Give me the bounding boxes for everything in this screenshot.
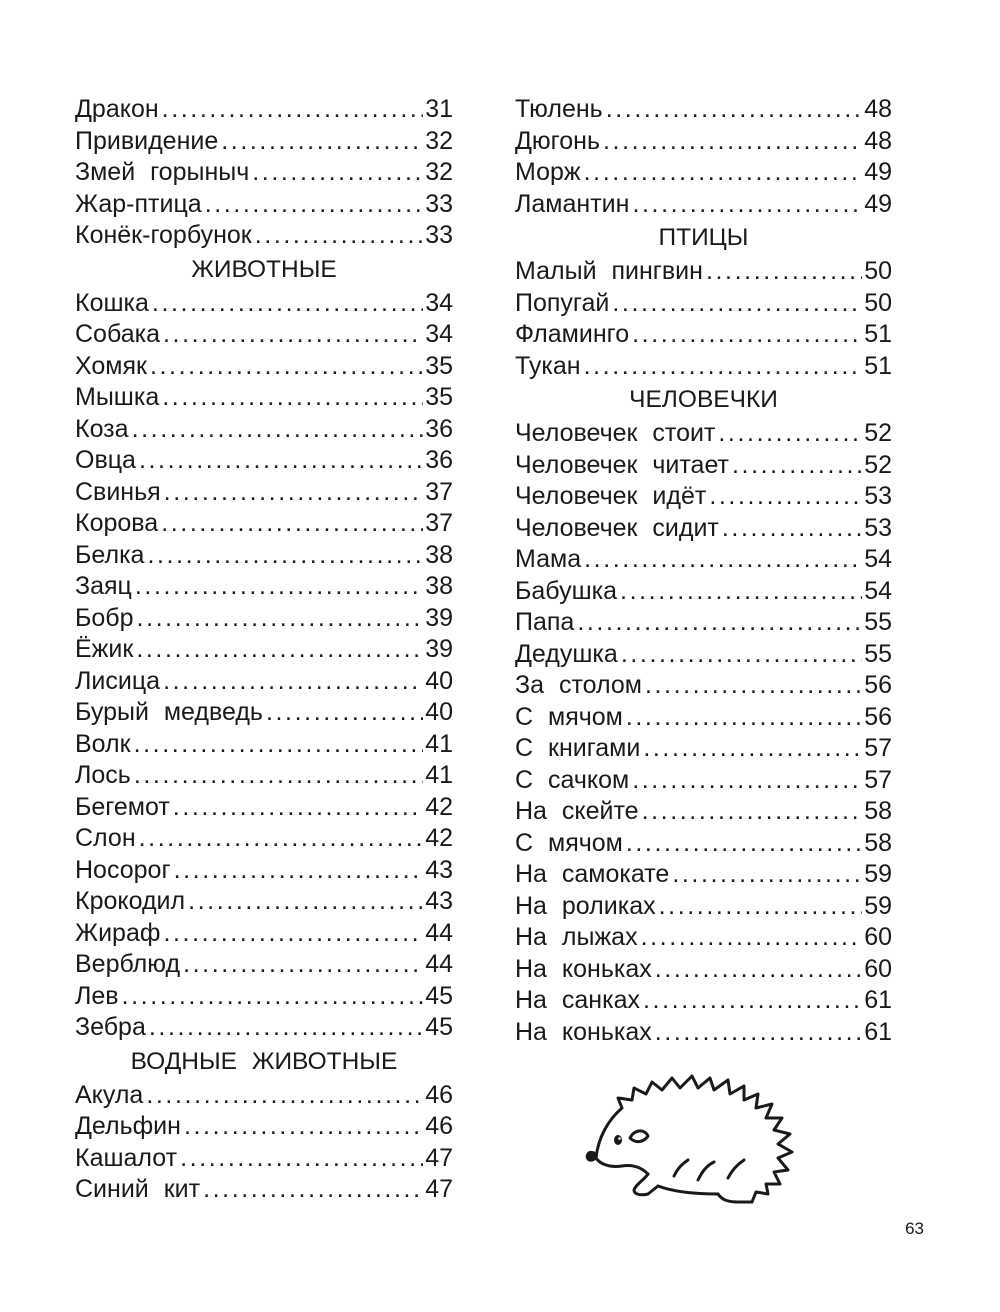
entry-title: Тукан	[515, 351, 581, 380]
toc-entry[interactable]	[75, 981, 453, 1013]
entry-page-number: 47	[425, 1143, 453, 1172]
toc-entry[interactable]	[75, 571, 453, 603]
toc-entry[interactable]	[75, 351, 453, 383]
dot-leader	[632, 189, 862, 221]
toc-entry[interactable]	[75, 414, 453, 446]
entry-page-number: 46	[425, 1080, 453, 1109]
toc-entry[interactable]	[515, 351, 892, 383]
entry-page-number: 60	[864, 923, 892, 951]
entry-page-number: 52	[864, 450, 892, 479]
entry-page-number: 50	[864, 257, 892, 285]
entry-page-number: 37	[425, 509, 453, 537]
toc-column-right	[515, 94, 892, 1048]
entry-page-number: 45	[425, 1013, 453, 1041]
entry-title: С книгами	[515, 734, 641, 762]
toc-entry[interactable]	[75, 1174, 453, 1206]
entry-page-number: 58	[864, 828, 892, 857]
entry-page-number: 55	[864, 639, 892, 668]
dot-leader	[642, 796, 863, 828]
dot-leader	[266, 697, 423, 729]
section-heading: ЖИВОТНЫЕ	[191, 255, 337, 283]
entry-page-number: 38	[425, 572, 453, 600]
toc-entry[interactable]	[515, 418, 892, 450]
entry-page-number: 35	[425, 351, 453, 380]
entry-title: Папа	[515, 608, 575, 636]
entry-page-number: 37	[425, 477, 453, 506]
dot-leader	[612, 288, 862, 320]
toc-entry[interactable]	[515, 985, 892, 1017]
entry-page-number: 31	[425, 95, 453, 123]
entry-page-number: 49	[864, 189, 892, 218]
entry-title: С мячом	[515, 828, 623, 857]
entry-title: Ламантин	[515, 189, 630, 218]
dot-leader	[632, 319, 862, 351]
entry-title: Фламинго	[515, 320, 630, 348]
entry-title: Свинья	[75, 477, 161, 506]
toc-entry[interactable]	[75, 477, 453, 509]
toc-entry[interactable]	[515, 126, 892, 158]
toc-entry[interactable]	[75, 540, 453, 572]
entry-page-number: 57	[864, 734, 892, 762]
dot-leader	[135, 571, 423, 603]
toc-entry[interactable]	[515, 891, 892, 923]
entry-page-number: 32	[425, 158, 453, 186]
toc-entry[interactable]	[75, 1080, 453, 1112]
entry-page-number: 50	[864, 288, 892, 317]
entry-title: Попугай	[515, 288, 610, 317]
entry-page-number: 40	[425, 666, 453, 695]
toc-entry[interactable]	[75, 319, 453, 351]
entry-title: Акула	[75, 1080, 144, 1109]
toc-entry[interactable]	[515, 859, 892, 891]
entry-title: Зебра	[75, 1013, 146, 1041]
toc-entry[interactable]	[515, 189, 892, 221]
entry-page-number: 41	[425, 761, 453, 789]
entry-page-number: 47	[425, 1175, 453, 1203]
entry-page-number: 39	[425, 603, 453, 632]
entry-title: Заяц	[75, 572, 132, 600]
entry-title: Белка	[75, 540, 145, 569]
page-number: 63	[905, 1219, 924, 1238]
dot-leader	[203, 1174, 423, 1206]
dot-leader	[655, 954, 862, 986]
dot-leader	[606, 94, 862, 126]
entry-title: Малый пингвин	[515, 257, 703, 285]
dot-leader	[139, 445, 423, 477]
entry-page-number: 33	[425, 221, 453, 249]
entry-page-number: 35	[425, 383, 453, 411]
entry-page-number: 33	[425, 189, 453, 218]
dot-leader	[632, 765, 862, 797]
toc-entry[interactable]	[75, 126, 453, 158]
toc-entry[interactable]	[75, 220, 453, 252]
entry-page-number: 41	[425, 729, 453, 758]
toc-entry[interactable]	[75, 157, 453, 189]
toc-entry[interactable]	[515, 576, 892, 608]
toc-entry[interactable]	[515, 922, 892, 954]
entry-title: Змей горыныч	[75, 158, 250, 186]
entry-title: Коза	[75, 414, 129, 443]
entry-page-number: 48	[864, 126, 892, 155]
dot-leader	[255, 220, 423, 252]
entry-page-number: 51	[864, 320, 892, 348]
entry-title: На санках	[515, 986, 641, 1014]
dot-leader	[139, 823, 424, 855]
entry-title: Привидение	[75, 126, 219, 155]
entry-page-number: 44	[425, 950, 453, 978]
toc-entry[interactable]	[515, 702, 892, 734]
dot-leader	[643, 985, 862, 1017]
entry-title: Жар-птица	[75, 189, 202, 218]
dot-leader	[174, 855, 424, 887]
dot-leader	[672, 859, 862, 891]
dot-leader	[577, 607, 862, 639]
dot-leader	[722, 513, 862, 545]
dot-leader	[136, 634, 423, 666]
entry-page-number: 39	[425, 635, 453, 663]
entry-title: Собака	[75, 320, 160, 348]
toc-entry[interactable]	[75, 382, 453, 414]
dot-leader	[603, 126, 862, 158]
toc-entry[interactable]	[515, 288, 892, 320]
entry-title: Лисица	[75, 666, 161, 695]
dot-leader	[626, 828, 862, 860]
dot-leader	[162, 94, 424, 126]
entry-page-number: 34	[425, 320, 453, 348]
entry-title: Дюгонь	[515, 126, 600, 155]
toc-entry[interactable]	[75, 792, 453, 824]
entry-title: Крокодил	[75, 887, 186, 915]
entry-page-number: 55	[864, 608, 892, 636]
toc-entry[interactable]	[515, 319, 892, 351]
entry-title: Жираф	[75, 918, 161, 947]
toc-entry[interactable]	[75, 949, 453, 981]
entry-page-number: 32	[425, 126, 453, 155]
entry-title: Лось	[75, 761, 131, 789]
entry-page-number: 42	[425, 792, 453, 821]
toc-entry[interactable]	[515, 733, 892, 765]
entry-page-number: 60	[864, 954, 892, 983]
entry-title: Корова	[75, 509, 159, 537]
toc-entry[interactable]	[515, 765, 892, 797]
entry-title: Слон	[75, 824, 136, 852]
toc-entry[interactable]	[515, 796, 892, 828]
entry-title: Человечек стоит	[515, 419, 716, 447]
toc-entry[interactable]	[75, 288, 453, 320]
dot-leader	[149, 1012, 423, 1044]
toc-entry[interactable]	[75, 666, 453, 698]
dot-leader	[146, 1080, 423, 1112]
hedgehog-icon	[578, 1060, 828, 1210]
entry-title: Лев	[75, 981, 119, 1010]
dot-leader	[706, 256, 862, 288]
dot-leader	[718, 418, 862, 450]
entry-title: Носорог	[75, 855, 171, 884]
dot-leader	[641, 922, 863, 954]
entry-page-number: 56	[864, 702, 892, 731]
entry-title: На самокате	[515, 860, 670, 888]
entry-title: На лыжах	[515, 923, 638, 951]
entry-page-number: 59	[864, 891, 892, 920]
entry-page-number: 56	[864, 671, 892, 699]
entry-title: Дракон	[75, 95, 159, 123]
dot-leader	[221, 126, 423, 158]
entry-title: Ёжик	[75, 635, 134, 663]
section-heading: ВОДНЫЕ ЖИВОТНЫЕ	[130, 1047, 398, 1075]
entry-title: Волк	[75, 729, 131, 758]
entry-page-number: 36	[425, 446, 453, 474]
entry-title: Верблюд	[75, 950, 181, 978]
toc-entry[interactable]	[75, 760, 453, 792]
entry-page-number: 49	[864, 158, 892, 186]
dot-leader	[122, 981, 424, 1013]
entry-title: Человечек идёт	[515, 482, 707, 510]
entry-page-number: 59	[864, 860, 892, 888]
entry-page-number: 61	[864, 1017, 892, 1046]
toc-entry[interactable]	[75, 508, 453, 540]
dot-leader	[584, 544, 862, 576]
dot-leader	[188, 886, 423, 918]
toc-column-left	[75, 94, 453, 1206]
toc-entry[interactable]	[515, 544, 892, 576]
toc-entry[interactable]	[515, 481, 892, 513]
dot-leader	[621, 639, 862, 671]
entry-page-number: 53	[864, 482, 892, 510]
entry-page-number: 52	[864, 419, 892, 447]
toc-entry[interactable]	[75, 729, 453, 761]
toc-entry[interactable]	[75, 603, 453, 635]
dot-leader	[132, 414, 424, 446]
dot-leader	[626, 702, 862, 734]
entry-page-number: 48	[864, 95, 892, 123]
entry-title: Овца	[75, 446, 136, 474]
toc-entry[interactable]	[515, 954, 892, 986]
entry-page-number: 36	[425, 414, 453, 443]
dot-leader	[150, 351, 423, 383]
dot-leader	[163, 666, 423, 698]
toc-entry[interactable]	[515, 639, 892, 671]
dot-leader	[173, 792, 423, 824]
entry-title: На коньках	[515, 954, 652, 983]
dot-leader	[152, 288, 423, 320]
entry-page-number: 61	[864, 986, 892, 1014]
entry-title: Дедушка	[515, 639, 618, 668]
entry-page-number: 42	[425, 824, 453, 852]
entry-title: Дельфин	[75, 1112, 181, 1140]
toc-entry[interactable]	[75, 886, 453, 918]
toc-entry[interactable]	[75, 445, 453, 477]
entry-title: Бегемот	[75, 792, 170, 821]
dot-leader	[732, 450, 862, 482]
entry-title: Бабушка	[515, 576, 618, 605]
dot-leader	[164, 477, 424, 509]
section-heading: ЧЕЛОВЕЧКИ	[629, 386, 778, 413]
entry-title: Мышка	[75, 383, 160, 411]
entry-title: Хомяк	[75, 351, 147, 380]
toc-entry[interactable]	[75, 1143, 453, 1175]
entry-page-number: 43	[425, 887, 453, 915]
entry-title: Мама	[515, 545, 582, 573]
entry-title: Морж	[515, 158, 581, 186]
entry-page-number: 40	[425, 698, 453, 726]
entry-page-number: 45	[425, 981, 453, 1010]
entry-page-number: 51	[864, 351, 892, 380]
entry-title: На роликах	[515, 891, 656, 920]
toc-entry[interactable]	[75, 94, 453, 126]
toc-entry[interactable]	[515, 1017, 892, 1049]
dot-leader	[252, 157, 423, 189]
entry-title: Бурый медведь	[75, 698, 263, 726]
entry-title: С сачком	[515, 765, 630, 794]
dot-leader	[584, 351, 863, 383]
toc-entry[interactable]	[515, 513, 892, 545]
toc-entry[interactable]	[515, 157, 892, 189]
entry-title: Конёк-горбунок	[75, 221, 252, 249]
dot-leader	[709, 481, 862, 513]
dot-leader	[659, 891, 863, 923]
entry-title: На коньках	[515, 1017, 652, 1046]
dot-leader	[161, 508, 423, 540]
entry-page-number: 53	[864, 513, 892, 542]
dot-leader	[584, 157, 863, 189]
entry-page-number: 58	[864, 797, 892, 825]
dot-leader	[184, 1111, 423, 1143]
entry-title: С мячом	[515, 702, 623, 731]
toc-entry[interactable]	[75, 189, 453, 221]
entry-page-number: 44	[425, 918, 453, 947]
toc-entry[interactable]	[515, 256, 892, 288]
toc-entry[interactable]	[75, 918, 453, 950]
entry-title: Тюлень	[515, 95, 603, 123]
dot-leader	[205, 189, 424, 221]
dot-leader	[162, 382, 423, 414]
entry-page-number: 38	[425, 540, 453, 569]
toc-entry[interactable]	[515, 94, 892, 126]
dot-leader	[180, 1143, 423, 1175]
entry-page-number: 54	[864, 545, 892, 573]
toc-entry[interactable]	[75, 1012, 453, 1044]
dot-leader	[163, 918, 423, 950]
dot-leader	[134, 729, 424, 761]
entry-page-number: 46	[425, 1112, 453, 1140]
dot-leader	[620, 576, 862, 608]
entry-title: Синий кит	[75, 1175, 201, 1203]
toc-entry[interactable]	[75, 823, 453, 855]
toc-entry[interactable]	[75, 1111, 453, 1143]
dot-leader	[183, 949, 423, 981]
dot-leader	[643, 733, 862, 765]
dot-leader	[134, 760, 423, 792]
toc-entry[interactable]	[75, 855, 453, 887]
dot-leader	[655, 1017, 862, 1049]
entry-page-number: 43	[425, 855, 453, 884]
entry-title: За столом	[515, 671, 642, 699]
entry-title: Кошка	[75, 288, 149, 317]
entry-title: Бобр	[75, 603, 134, 632]
toc-entry[interactable]	[515, 607, 892, 639]
entry-title: Человечек сидит	[515, 513, 719, 542]
entry-page-number: 54	[864, 576, 892, 605]
toc-entry[interactable]	[515, 450, 892, 482]
entry-title: На скейте	[515, 797, 639, 825]
section-heading: ПТИЦЫ	[658, 224, 749, 251]
dot-leader	[137, 603, 424, 635]
entry-page-number: 57	[864, 765, 892, 794]
dot-leader	[645, 670, 862, 702]
dot-leader	[147, 540, 423, 572]
dot-leader	[163, 319, 423, 351]
entry-title: Кашалот	[75, 1143, 178, 1172]
toc-entry[interactable]	[75, 634, 453, 666]
entry-title: Человечек читает	[515, 450, 729, 479]
entry-page-number: 34	[425, 288, 453, 317]
toc-entry[interactable]	[515, 670, 892, 702]
toc-entry[interactable]	[75, 697, 453, 729]
toc-entry[interactable]	[515, 828, 892, 860]
